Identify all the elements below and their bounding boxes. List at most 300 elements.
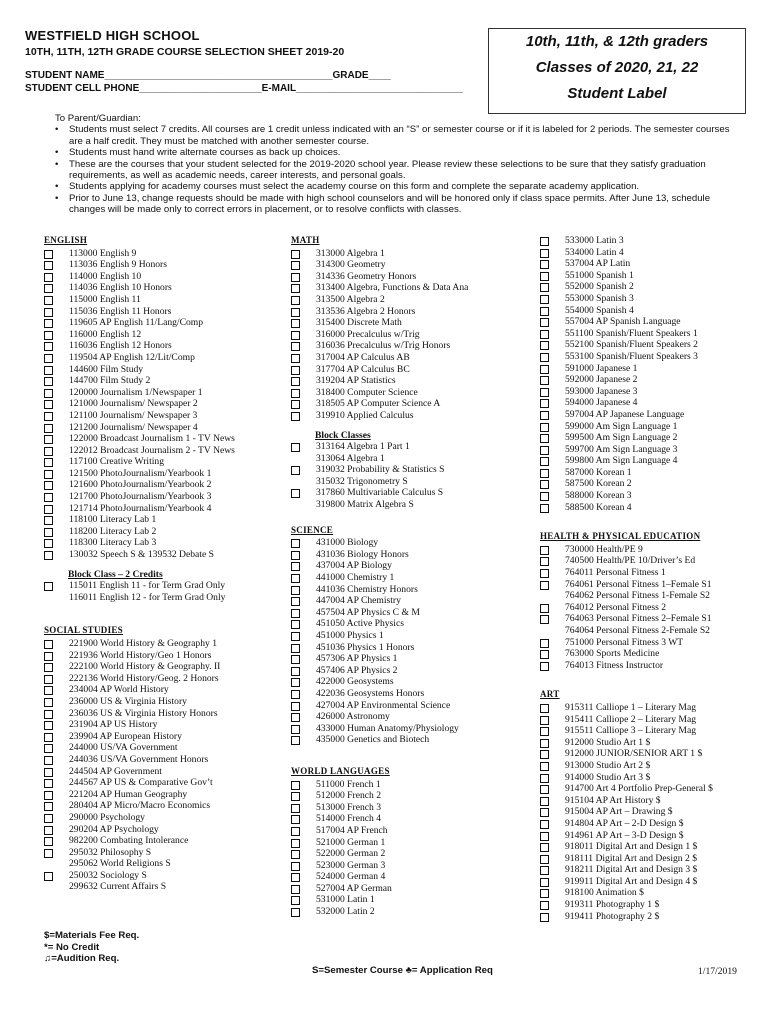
checkbox[interactable] (44, 640, 53, 649)
checkbox[interactable] (540, 480, 549, 489)
course-row[interactable] (540, 305, 760, 317)
course-row[interactable] (540, 864, 760, 876)
course-row[interactable] (291, 317, 531, 329)
course-row[interactable] (291, 665, 531, 677)
course-row[interactable] (540, 830, 760, 842)
course-row[interactable] (44, 340, 284, 352)
checkbox[interactable] (44, 435, 53, 444)
course-row[interactable] (44, 352, 284, 364)
checkbox[interactable] (540, 469, 549, 478)
course-row[interactable] (540, 737, 760, 749)
checkbox[interactable] (540, 295, 549, 304)
course-row[interactable] (291, 837, 531, 849)
checkbox[interactable] (291, 632, 300, 641)
checkbox[interactable] (540, 249, 549, 258)
checkbox[interactable] (540, 581, 549, 590)
course-row[interactable] (540, 806, 760, 818)
checkbox[interactable] (44, 250, 53, 259)
checkbox[interactable] (44, 582, 53, 591)
checkbox[interactable] (44, 319, 53, 328)
checkbox[interactable] (291, 827, 300, 836)
course-row[interactable] (291, 259, 531, 271)
checkbox[interactable] (540, 388, 549, 397)
checkbox[interactable] (291, 873, 300, 882)
course-row[interactable] (44, 329, 284, 341)
checkbox[interactable] (540, 797, 549, 806)
course-row[interactable] (44, 306, 284, 318)
checkbox[interactable] (291, 331, 300, 340)
course-row[interactable] (44, 491, 284, 503)
checkbox[interactable] (540, 878, 549, 887)
checkbox[interactable] (291, 839, 300, 848)
course-row[interactable] (291, 607, 531, 619)
course-row[interactable] (44, 870, 284, 882)
course-row[interactable] (540, 555, 760, 567)
checkbox[interactable] (540, 376, 549, 385)
course-row[interactable] (44, 468, 284, 480)
checkbox[interactable] (44, 400, 53, 409)
course-row[interactable] (540, 293, 760, 305)
checkbox[interactable] (291, 574, 300, 583)
course-row[interactable] (44, 708, 284, 720)
course-row[interactable] (44, 742, 284, 754)
checkbox[interactable] (291, 815, 300, 824)
checkbox[interactable] (291, 725, 300, 734)
checkbox[interactable] (291, 400, 300, 409)
checkbox[interactable] (540, 727, 549, 736)
course-row[interactable] (44, 479, 284, 491)
course-row[interactable] (291, 340, 531, 352)
checkbox[interactable] (540, 411, 549, 420)
checkbox[interactable] (44, 331, 53, 340)
course-row[interactable] (44, 789, 284, 801)
checkbox[interactable] (540, 785, 549, 794)
checkbox[interactable] (291, 792, 300, 801)
course-row[interactable] (44, 387, 284, 399)
course-row[interactable] (291, 595, 531, 607)
checkbox[interactable] (44, 756, 53, 765)
course-row[interactable] (44, 248, 284, 260)
checkbox[interactable] (291, 908, 300, 917)
checkbox[interactable] (291, 781, 300, 790)
checkbox[interactable] (291, 736, 300, 745)
course-row[interactable] (540, 351, 760, 363)
checkbox[interactable] (540, 446, 549, 455)
course-row[interactable] (540, 409, 760, 421)
course-row[interactable] (540, 455, 760, 467)
course-row[interactable] (540, 702, 760, 714)
course-row[interactable] (291, 364, 531, 376)
checkbox[interactable] (44, 663, 53, 672)
checkbox[interactable] (44, 516, 53, 525)
course-row[interactable] (540, 899, 760, 911)
checkbox[interactable] (291, 620, 300, 629)
checkbox[interactable] (291, 412, 300, 421)
course-row[interactable] (540, 490, 760, 502)
course-row[interactable] (291, 676, 531, 688)
course-row[interactable] (540, 748, 760, 760)
course-row[interactable] (44, 835, 284, 847)
course-row[interactable] (540, 270, 760, 282)
course-row[interactable] (540, 783, 760, 795)
checkbox[interactable] (44, 814, 53, 823)
checkbox[interactable] (540, 639, 549, 648)
course-row[interactable] (44, 800, 284, 812)
checkbox[interactable] (291, 678, 300, 687)
course-row[interactable] (291, 398, 531, 410)
checkbox[interactable] (44, 872, 53, 881)
checkbox[interactable] (540, 399, 549, 408)
checkbox[interactable] (540, 341, 549, 350)
checkbox[interactable] (540, 569, 549, 578)
checkbox[interactable] (44, 779, 53, 788)
course-row[interactable] (291, 630, 531, 642)
checkbox[interactable] (44, 675, 53, 684)
course-row[interactable] (44, 766, 284, 778)
checkbox[interactable] (540, 260, 549, 269)
course-row[interactable] (540, 795, 760, 807)
checkbox[interactable] (540, 774, 549, 783)
course-row[interactable] (291, 618, 531, 630)
checkbox[interactable] (291, 342, 300, 351)
course-row[interactable] (44, 398, 284, 410)
course-row[interactable] (540, 444, 760, 456)
course-row[interactable] (540, 421, 760, 433)
course-row[interactable] (291, 802, 531, 814)
checkbox[interactable] (540, 557, 549, 566)
student-name-line[interactable]: STUDENT NAME_________________________________________GRADE____ (25, 70, 391, 81)
checkbox[interactable] (291, 850, 300, 859)
course-row[interactable] (540, 714, 760, 726)
checkbox[interactable] (540, 237, 549, 246)
checkbox[interactable] (540, 365, 549, 374)
course-row[interactable] (540, 258, 760, 270)
checkbox[interactable] (540, 901, 549, 910)
checkbox[interactable] (291, 354, 300, 363)
checkbox[interactable] (291, 885, 300, 894)
checkbox[interactable] (540, 615, 549, 624)
course-row[interactable] (44, 514, 284, 526)
checkbox[interactable] (291, 713, 300, 722)
checkbox[interactable] (291, 250, 300, 259)
checkbox[interactable] (540, 716, 549, 725)
course-row[interactable] (291, 537, 531, 549)
course-row[interactable] (540, 876, 760, 888)
checkbox[interactable] (291, 261, 300, 270)
course-row[interactable] (44, 422, 284, 434)
course-row[interactable] (291, 549, 531, 561)
course-label: 221204 AP Human Geography (69, 788, 188, 800)
checkbox[interactable] (44, 354, 53, 363)
checkbox[interactable] (291, 702, 300, 711)
course-row[interactable] (540, 502, 760, 514)
course-row[interactable] (44, 696, 284, 708)
course-row[interactable] (540, 339, 760, 351)
checkbox[interactable] (540, 423, 549, 432)
checkbox[interactable] (44, 342, 53, 351)
course-row[interactable] (291, 700, 531, 712)
checkbox[interactable] (44, 710, 53, 719)
course-row[interactable] (540, 281, 760, 293)
checkbox[interactable] (540, 318, 549, 327)
checkbox[interactable] (291, 896, 300, 905)
course-row[interactable] (44, 824, 284, 836)
course-row[interactable] (44, 638, 284, 650)
checkbox[interactable] (540, 889, 549, 898)
course-row[interactable] (44, 282, 284, 294)
checkbox[interactable] (540, 832, 549, 841)
course-row[interactable] (540, 432, 760, 444)
course-row[interactable] (291, 883, 531, 895)
checkbox[interactable] (291, 562, 300, 571)
checkbox[interactable] (291, 862, 300, 871)
course-row[interactable] (291, 294, 531, 306)
checkbox[interactable] (44, 296, 53, 305)
course-row[interactable] (291, 441, 531, 453)
checkbox[interactable] (540, 855, 549, 864)
checkbox[interactable] (540, 492, 549, 501)
checkbox[interactable] (44, 686, 53, 695)
course-row[interactable] (540, 648, 760, 660)
checkbox[interactable] (44, 539, 53, 548)
course-row[interactable] (44, 754, 284, 766)
course-row[interactable] (540, 660, 760, 672)
course-row[interactable] (291, 387, 531, 399)
checkbox[interactable] (540, 504, 549, 513)
course-row[interactable] (291, 642, 531, 654)
course-row[interactable] (44, 456, 284, 468)
course-row[interactable] (44, 375, 284, 387)
checkbox[interactable] (44, 652, 53, 661)
course-row[interactable] (291, 894, 531, 906)
checkbox[interactable] (291, 667, 300, 676)
checkbox[interactable] (540, 704, 549, 713)
course-row[interactable] (291, 790, 531, 802)
course-row[interactable] (540, 567, 760, 579)
checkbox[interactable] (540, 820, 549, 829)
checkbox[interactable] (44, 458, 53, 467)
checkbox[interactable] (291, 284, 300, 293)
course-row[interactable] (291, 779, 531, 791)
course-row[interactable] (291, 848, 531, 860)
course-row[interactable] (44, 537, 284, 549)
course-row[interactable] (540, 911, 760, 923)
checkbox[interactable] (540, 283, 549, 292)
checkbox[interactable] (540, 866, 549, 875)
checkbox[interactable] (540, 662, 549, 671)
course-row[interactable] (44, 364, 284, 376)
course-row[interactable] (44, 259, 284, 271)
course-row[interactable] (44, 673, 284, 685)
course-row[interactable] (540, 818, 760, 830)
checkbox[interactable] (44, 284, 53, 293)
course-row[interactable] (291, 813, 531, 825)
course-row[interactable] (291, 410, 531, 422)
checkbox[interactable] (44, 389, 53, 398)
checkbox[interactable] (44, 768, 53, 777)
checkbox[interactable] (44, 698, 53, 707)
course-row[interactable] (291, 487, 531, 499)
course-row[interactable] (44, 812, 284, 824)
course-row[interactable] (44, 526, 284, 538)
checkbox[interactable] (540, 650, 549, 659)
checkbox[interactable] (44, 733, 53, 742)
checkbox[interactable] (291, 296, 300, 305)
course-row[interactable] (291, 734, 531, 746)
course-row[interactable] (291, 825, 531, 837)
course-row[interactable] (540, 772, 760, 784)
checkbox[interactable] (44, 481, 53, 490)
course-row[interactable] (291, 871, 531, 883)
course-row[interactable] (540, 887, 760, 899)
course-label: 113036 English 9 Honors (69, 259, 167, 271)
course-row[interactable] (44, 580, 284, 592)
checkbox[interactable] (540, 750, 549, 759)
checkbox[interactable] (291, 466, 300, 475)
course-row[interactable] (44, 433, 284, 445)
checkbox[interactable] (540, 330, 549, 339)
checkbox[interactable] (44, 424, 53, 433)
course-row[interactable] (540, 235, 760, 247)
course-row[interactable] (291, 282, 531, 294)
course-row[interactable] (540, 316, 760, 328)
checkbox[interactable] (44, 802, 53, 811)
checkbox[interactable] (44, 551, 53, 560)
course-row[interactable] (540, 544, 760, 556)
checkbox[interactable] (44, 721, 53, 730)
checkbox[interactable] (44, 505, 53, 514)
course-row[interactable] (291, 723, 531, 735)
checkbox[interactable] (291, 586, 300, 595)
checkbox[interactable] (291, 644, 300, 653)
checkbox[interactable] (44, 377, 53, 386)
course-row[interactable] (291, 906, 531, 918)
course-row[interactable] (44, 503, 284, 515)
course-row[interactable] (44, 661, 284, 673)
course-row[interactable] (291, 653, 531, 665)
checkbox[interactable] (540, 434, 549, 443)
checkbox[interactable] (44, 744, 53, 753)
course-row[interactable] (291, 306, 531, 318)
checkbox[interactable] (44, 849, 53, 858)
course-row[interactable] (291, 352, 531, 364)
checkbox[interactable] (540, 353, 549, 362)
checkbox[interactable] (540, 307, 549, 316)
course-row[interactable] (540, 363, 760, 375)
course-row[interactable] (291, 329, 531, 341)
course-row[interactable] (540, 853, 760, 865)
course-row[interactable] (44, 777, 284, 789)
checkbox[interactable] (291, 690, 300, 699)
course-row[interactable] (540, 247, 760, 259)
course-row[interactable] (540, 613, 760, 625)
course-row[interactable] (540, 397, 760, 409)
checkbox[interactable] (44, 261, 53, 270)
course-row[interactable] (291, 375, 531, 387)
checkbox[interactable] (44, 308, 53, 317)
course-row[interactable] (291, 572, 531, 584)
checkbox[interactable] (540, 272, 549, 281)
course-row[interactable] (44, 731, 284, 743)
checkbox[interactable] (291, 597, 300, 606)
checkbox[interactable] (540, 457, 549, 466)
checkbox[interactable] (291, 319, 300, 328)
course-row[interactable] (291, 248, 531, 260)
checkbox[interactable] (291, 804, 300, 813)
course-row[interactable] (44, 317, 284, 329)
checkbox[interactable] (44, 412, 53, 421)
course-row[interactable] (44, 271, 284, 283)
course-row[interactable] (540, 374, 760, 386)
checkbox[interactable] (540, 546, 549, 555)
checkbox[interactable] (540, 808, 549, 817)
checkbox[interactable] (291, 308, 300, 317)
course-row[interactable] (44, 549, 284, 561)
checkbox[interactable] (540, 762, 549, 771)
checkbox[interactable] (291, 489, 300, 498)
checkbox[interactable] (44, 826, 53, 835)
course-row[interactable] (540, 579, 760, 591)
checkbox[interactable] (291, 539, 300, 548)
checkbox[interactable] (291, 609, 300, 618)
checkbox[interactable] (540, 604, 549, 613)
checkbox[interactable] (44, 528, 53, 537)
checkbox[interactable] (540, 843, 549, 852)
checkbox[interactable] (44, 366, 53, 375)
course-row[interactable] (540, 478, 760, 490)
course-row[interactable] (291, 271, 531, 283)
course-row[interactable] (291, 711, 531, 723)
checkbox[interactable] (291, 551, 300, 560)
course-row[interactable] (44, 684, 284, 696)
course-row[interactable] (540, 637, 760, 649)
course-row[interactable] (540, 328, 760, 340)
course-row[interactable] (44, 445, 284, 457)
checkbox[interactable] (44, 791, 53, 800)
checkbox[interactable] (291, 389, 300, 398)
checkbox[interactable] (291, 377, 300, 386)
course-row[interactable] (291, 464, 531, 476)
course-row[interactable] (540, 841, 760, 853)
course-row[interactable] (291, 584, 531, 596)
checkbox[interactable] (44, 493, 53, 502)
checkbox[interactable] (291, 443, 300, 452)
course-row[interactable] (44, 294, 284, 306)
course-row[interactable] (540, 760, 760, 772)
course-row[interactable] (291, 688, 531, 700)
checkbox[interactable] (291, 273, 300, 282)
course-row[interactable] (44, 719, 284, 731)
course-row[interactable] (540, 467, 760, 479)
checkbox[interactable] (540, 913, 549, 922)
course-row[interactable] (44, 410, 284, 422)
course-row[interactable] (540, 602, 760, 614)
checkbox[interactable] (44, 470, 53, 479)
course-row[interactable] (291, 860, 531, 872)
course-row[interactable] (44, 847, 284, 859)
course-row[interactable] (291, 560, 531, 572)
checkbox[interactable] (291, 366, 300, 375)
checkbox[interactable] (44, 447, 53, 456)
course-row[interactable] (44, 650, 284, 662)
checkbox[interactable] (44, 273, 53, 282)
student-phone-line[interactable]: STUDENT CELL PHONE______________________E-MAIL______________________________ (25, 83, 463, 94)
course-row[interactable] (540, 386, 760, 398)
checkbox[interactable] (540, 739, 549, 748)
checkbox[interactable] (291, 655, 300, 664)
course-row[interactable] (540, 725, 760, 737)
checkbox[interactable] (44, 837, 53, 846)
